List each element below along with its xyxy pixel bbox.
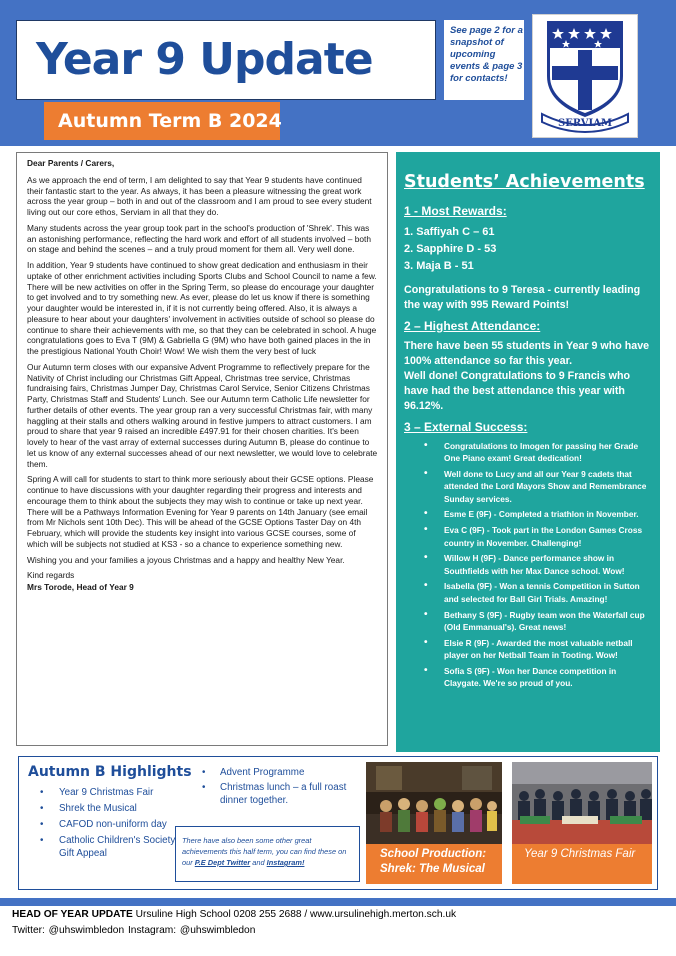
other-achievements-note (175, 826, 360, 882)
list-item: • Willow H (9F) - Dance performance show in Southfields with her Max Dance school. Wow! (424, 552, 653, 577)
attendance-text: There have been 55 students in Year 9 who have 100% attendance so far this year. (404, 340, 650, 367)
footer-label: HEAD OF YEAR UPDATE (12, 909, 133, 920)
attendance-heading: 2 – Highest Attendance: (404, 319, 541, 333)
list-item: • Isabella (9F) - Won a tennis Competition in Sutton and selected for Ball Girl Trials. Amazing! (424, 580, 653, 605)
highlights-list-secondary (202, 766, 362, 809)
list-item: 1. Saffiyah C – 61 (404, 226, 495, 238)
school-crest-icon (538, 18, 632, 134)
crest-motto: SERVIAM (557, 118, 613, 129)
achievements-title: Students’ Achievements (404, 172, 645, 192)
letter-closing: Kind regards (27, 570, 75, 581)
other-achievements-and: and (250, 858, 267, 867)
list-item: • Esme E (9F) - Completed a triathlon in November. (424, 508, 653, 520)
attendance-text: Well done! Congratulations to 9 Francis who have had the best attendance this year with 96.12%. (404, 370, 631, 412)
external-success-list (424, 440, 653, 689)
external-heading: 3 – External Success: (404, 420, 528, 434)
letter-paragraph: Wishing you and your families a joyous Christmas and a happy and healthy New Year. (27, 554, 345, 565)
list-item: • Elsie R (9F) - Awarded the most valuable netball player on her Netball Team in Tooting. Wow! (424, 637, 653, 662)
letter-signature: Mrs Torode, Head of Year 9 (27, 582, 134, 592)
list-item: • Bethany S (9F) - Rugby team won the Waterfall cup (Old Emmanual's). Great news! (424, 609, 653, 634)
list-item: • Well done to Lucy and all our Year 9 cadets that attended the Lord Mayors Show and Remembrance Sunday services. (424, 468, 653, 505)
list-item: • Christmas lunch – a full roast dinner together. (202, 781, 362, 807)
list-item: • Catholic Children's Society Gift Appeal (40, 834, 190, 860)
highlights-list (40, 786, 190, 863)
footer-contact-line (12, 909, 456, 920)
shrek-production-photo-icon (366, 762, 502, 844)
page-title: Year 9 Update (36, 34, 373, 85)
highlights-title: Autumn B Highlights (28, 764, 192, 780)
achievements-panel (396, 152, 660, 752)
photo-caption-shrek: School Production: Shrek: The Musical (366, 844, 502, 884)
list-item: 3. Maja B - 51 (404, 260, 474, 272)
list-item: • Shrek the Musical (40, 802, 190, 815)
footer-contact-details: Ursuline High School 0208 255 2688 / www.ursulinehigh.merton.sch.uk (132, 909, 457, 920)
christmas-fair-photo-icon (512, 762, 652, 844)
letter-salutation: Dear Parents / Carers, (27, 158, 115, 168)
rewards-note: Congratulations to 9 Teresa - currently leading the way with 995 Reward Points! (404, 284, 641, 311)
list-item: 2. Sapphire D - 53 (404, 243, 497, 255)
letter-paragraph: In addition, Year 9 students have continued to show great dedication and enthusiasm in their uptake of other enrichment activities including Sports Clubs and School Council to name a few. There will be new activities on offer in the Spring Term, so please do encourage your daughter to get involved and to try something new. As ever, please do let us know if there is something your daughter would be interested in, if it is not currently being offered. Also, it is always a pleasure to hear about your daughters' involvement in activities outside of school so please do continue to share their achievements with me, so that they can be celebrated in school. A huge congratulations goes to Eva T (9M) & Gabriella G (9M) who have both gained places in the in the prestigious National Youth Choir! Wow! We wish them the very best of luck (27, 260, 377, 356)
rewards-list (404, 224, 653, 275)
term-label: Autumn Term B 2024 (58, 110, 282, 132)
photo-caption-christmas-fair: Year 9 Christmas Fair (512, 844, 652, 884)
head-of-year-letter (16, 152, 388, 746)
footer-social-line: Twitter: @uhswimbledon Instagram: @uhswimbledon (12, 925, 256, 936)
other-achievements-text: There have also been some other great achievements this half term, you can find these on our (182, 836, 347, 867)
list-item: • Congratulations to Imogen for passing her Grade One Piano exam! Great dedication! (424, 440, 653, 465)
list-item: • CAFOD non-uniform day (40, 818, 190, 831)
list-item: • Sofia S (9F) - Won her Dance competition in Claygate. We're so proud of you. (424, 665, 653, 690)
letter-paragraph: Spring A will call for students to start to think more seriously about their GCSE options. Please continue to have discussions with your daughter regarding their progress and interests and encourage them to think about the subjects they may wish to continue or take up next year. There will be a Pathways Information Evening for Year 9 parents on 14th January (see email from Mr Nichols sent 10th Dec). This will be ahead of the GCSE Options Taster Day on 4th February, which will provide the students key insight into various GCSE courses, some of which will be subjects not studied at KS3 - so a chance to experience something new. (27, 474, 374, 549)
pe-twitter-link[interactable]: P.E Dept Twitter (194, 858, 251, 867)
footer-rule (0, 898, 676, 906)
list-item: • Advent Programme (202, 766, 362, 779)
letter-paragraph: As we approach the end of term, I am delighted to say that Year 9 students have continued their fantastic start to the year. As always, it has been a pleasure witnessing the great work across the year group – both in and out of the classroom and I am proud to see every student living out our core ethos, Serviam in all that they do. (27, 174, 372, 217)
page-note: See page 2 for a snapshot of upcoming events & page 3 for contacts! (450, 25, 523, 84)
list-item: • Eva C (9F) - Took part in the London Games Cross country in November. Challenging! (424, 524, 653, 549)
letter-paragraph: Many students across the year group took part in the school's production of 'Shrek'. This was an astonishing performance, reflecting the hard work and effort of all students involved – both on stage and behind the scenes – and a truly proud moment for them all. Very well done. (27, 222, 372, 255)
list-item: • Year 9 Christmas Fair (40, 786, 190, 799)
rewards-heading: 1 - Most Rewards: (404, 204, 507, 218)
instagram-link[interactable]: Instagram! (266, 858, 305, 867)
letter-paragraph: Our Autumn term closes with our expansive Advent Programme to reflectively prepare for the Nativity of Christ including our Christmas Gift Appeal, Christmas tree service, Christmas fundraising fairs, Christmas Jumper Day, Christmas Carol Service, Senior Citizens Christmas Party, Christmas Staff and Students' Lunch. See our Autumn term Catholic Life newsletter for further details of other events. The year group ran a very successful Christmas fair, with many haggling at their stalls and others walking around in festive jumpers to attract customers. I am proud to share that year 9 raised an incredible £497.91 for their chosen charities. It's been lovely to hear of the vast array of external successes during Autumn B, please do continue to let us know of any external successes ahead of our next newsletter, we would love to celebrate them. (27, 361, 378, 469)
